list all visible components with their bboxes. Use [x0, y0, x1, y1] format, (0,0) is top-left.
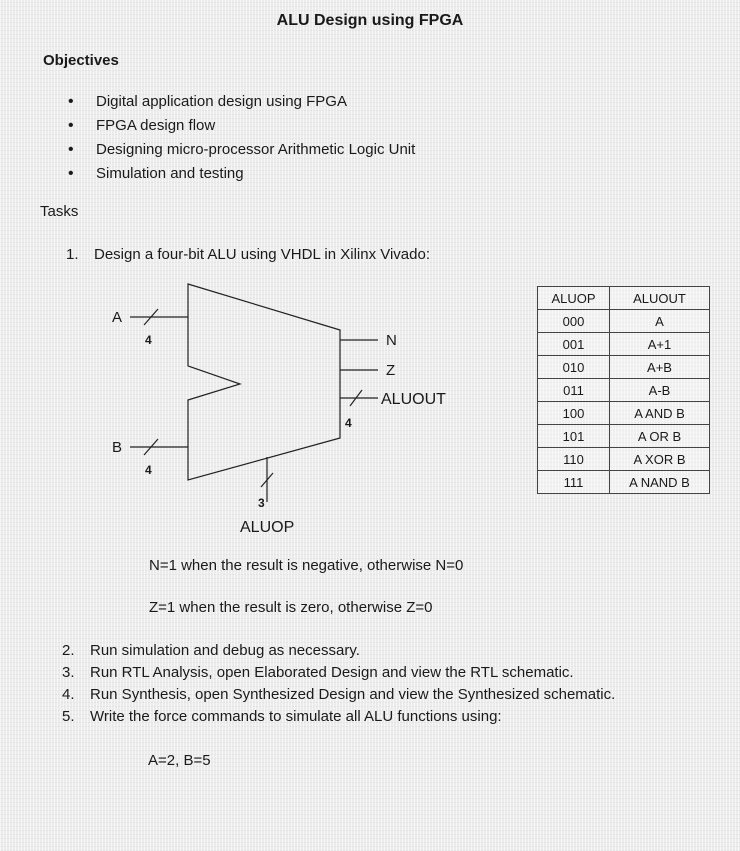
step-text: Write the force commands to simulate all ALU functions using: [90, 708, 502, 725]
table-row [538, 333, 710, 356]
task-text: Design a four-bit ALU using VHDL in Xilinx Vivado: [94, 246, 431, 263]
tasks-heading: Tasks [40, 203, 79, 220]
list-item: • Digital application design using FPGA [62, 93, 415, 117]
z-flag-note: Z=1 when the result is zero, otherwise Z=0 [149, 599, 433, 616]
z-output-label: Z [386, 362, 396, 379]
table-row [538, 356, 710, 379]
table-cell: 000 [538, 310, 610, 333]
table-row [538, 448, 710, 471]
table-cell: A XOR B [610, 448, 710, 471]
step-text: Run RTL Analysis, open Elaborated Design and view the RTL schematic. [90, 664, 574, 681]
alu-body-shape [188, 284, 340, 480]
objectives-list [62, 93, 415, 189]
list-item [62, 686, 615, 708]
table-cell: 111 [538, 471, 610, 494]
objectives-heading: Objectives [43, 52, 119, 69]
list-item: • Simulation and testing [62, 165, 415, 189]
b-width-label: 4 [145, 463, 152, 477]
task-number: 1. [66, 246, 79, 263]
table-row [538, 402, 710, 425]
task-1 [66, 246, 430, 263]
a-input-label: A [112, 309, 123, 326]
aluop-label: ALUOP [240, 519, 295, 536]
alu-function-table [537, 286, 710, 494]
list-item [62, 642, 615, 664]
n-output-label: N [386, 332, 397, 349]
list-item [62, 708, 615, 730]
table-header: ALUOUT [610, 287, 710, 310]
table-cell: A-B [610, 379, 710, 402]
step-number: 4. [62, 686, 75, 703]
step-text: Run Synthesis, open Synthesized Design and view the Synthesized schematic. [90, 686, 616, 703]
table-row [538, 379, 710, 402]
table-cell: 011 [538, 379, 610, 402]
table-cell: 100 [538, 402, 610, 425]
alu-diagram [100, 280, 500, 540]
list-item: • Designing micro-processor Arithmetic Logic Unit [62, 141, 415, 165]
n-flag-note: N=1 when the result is negative, otherwise N=0 [149, 557, 464, 574]
table-row [538, 310, 710, 333]
aluop-width-label: 3 [258, 496, 265, 510]
task-steps-list [62, 642, 615, 730]
page-title: ALU Design using FPGA [276, 12, 464, 29]
step-number: 3. [62, 664, 75, 681]
list-item [62, 664, 615, 686]
table-cell: 010 [538, 356, 610, 379]
table-cell: A AND B [610, 402, 710, 425]
table-header: ALUOP [538, 287, 610, 310]
a-width-label: 4 [145, 333, 152, 347]
table-cell: A [610, 310, 710, 333]
table-header-row [538, 287, 710, 310]
table-cell: A NAND B [610, 471, 710, 494]
table-row [538, 471, 710, 494]
step-text: Run simulation and debug as necessary. [90, 642, 360, 659]
b-input-label: B [112, 439, 123, 456]
aluout-width-label: 4 [345, 416, 352, 430]
table-cell: 101 [538, 425, 610, 448]
step-number: 5. [62, 708, 75, 725]
aluout-label: ALUOUT [381, 391, 446, 408]
table-cell: A OR B [610, 425, 710, 448]
table-row [538, 425, 710, 448]
list-item: • FPGA design flow [62, 117, 415, 141]
force-values: A=2, B=5 [148, 752, 211, 769]
table-cell: A+B [610, 356, 710, 379]
step-number: 2. [62, 642, 75, 659]
table-cell: A+1 [610, 333, 710, 356]
table-cell: 001 [538, 333, 610, 356]
table-cell: 110 [538, 448, 610, 471]
